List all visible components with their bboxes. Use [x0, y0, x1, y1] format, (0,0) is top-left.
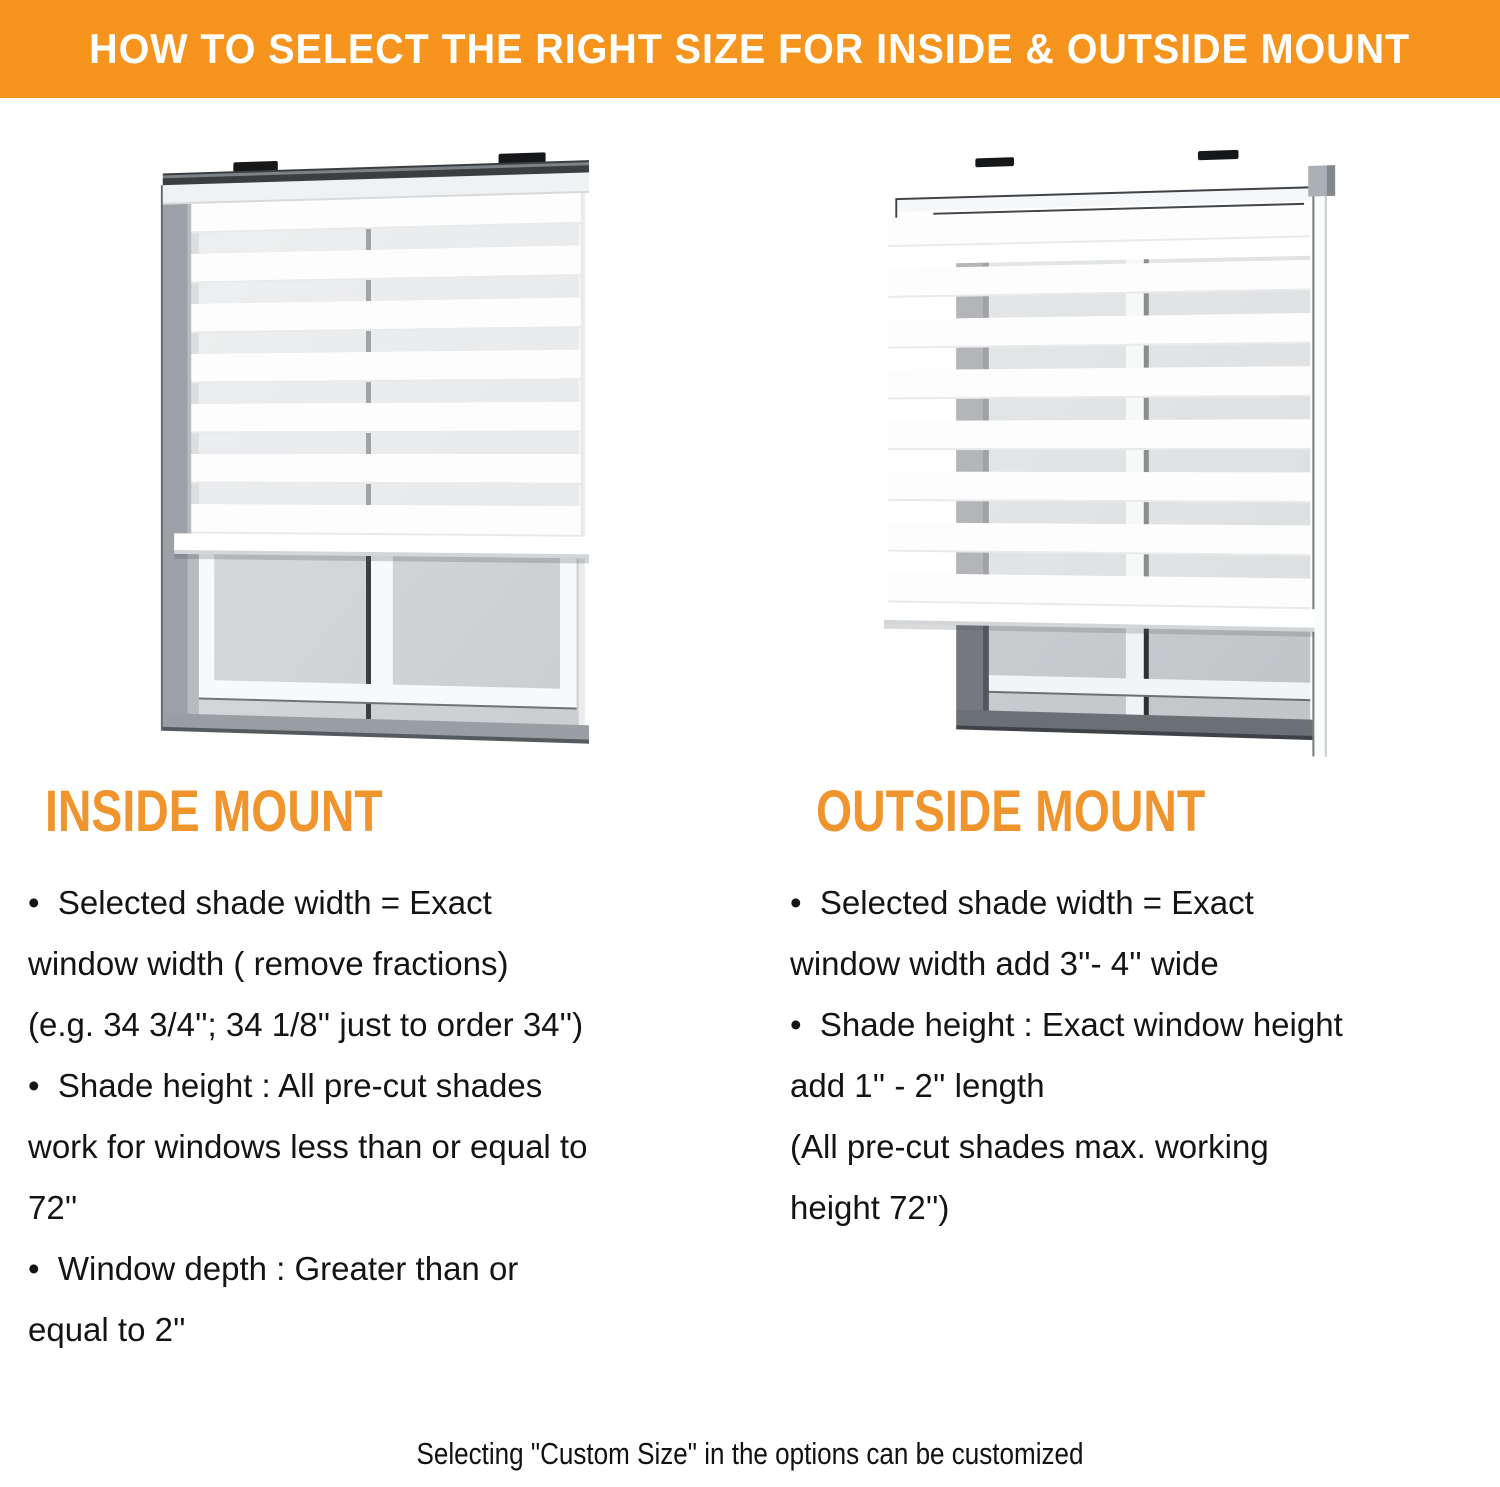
bullet-line: • Selected shade width = Exact	[28, 884, 492, 921]
bullet-line: window width ( remove fractions)	[28, 945, 509, 982]
bullet-line: • Selected shade width = Exact	[790, 884, 1254, 921]
banner-title: HOW TO SELECT THE RIGHT SIZE FOR INSIDE & OUTSIDE MOUNT	[89, 25, 1411, 72]
inside-mount-illustration	[153, 145, 595, 768]
footer-note: Selecting "Custom Size" in the options can be customized	[416, 1436, 1084, 1471]
outside-mount-heading: OUTSIDE MOUNT	[816, 779, 1206, 844]
bullet-line: window width add 3''- 4'' wide	[790, 945, 1219, 982]
inside-mount-text	[28, 872, 738, 1360]
inside-mount-heading: INSIDE MOUNT	[45, 779, 383, 844]
bullet-line: • Shade height : Exact window height	[790, 1006, 1343, 1043]
mounting-bracket-icon	[1198, 150, 1239, 160]
bullet-line: • Window depth : Greater than or	[28, 1250, 519, 1287]
zebra-shade	[174, 193, 589, 564]
outside-mount-text	[790, 872, 1480, 1238]
bullet-line: equal to 2''	[28, 1311, 186, 1348]
mounting-bracket-icon	[975, 157, 1014, 167]
window-mullion	[371, 550, 393, 703]
outside-mount-illustration	[884, 134, 1350, 778]
shade-side-rail	[1312, 196, 1326, 757]
inside-mount-window-graphic	[153, 145, 595, 768]
bullet-line: height 72'')	[790, 1189, 950, 1226]
bullet-line: (e.g. 34 3/4''; 34 1/8'' just to order 34'')	[28, 1006, 584, 1043]
title-banner	[0, 0, 1500, 98]
bullet-line: add 1'' - 2'' length	[790, 1067, 1045, 1104]
bullet-line: • Shade height : All pre-cut shades	[28, 1067, 543, 1104]
outside-mount-window-graphic	[884, 134, 1350, 778]
zebra-shade	[884, 207, 1314, 637]
bullet-line: 72''	[28, 1189, 78, 1226]
bullet-line: work for windows less than or equal to	[28, 1128, 588, 1165]
bullet-line: (All pre-cut shades max. working	[790, 1128, 1269, 1165]
